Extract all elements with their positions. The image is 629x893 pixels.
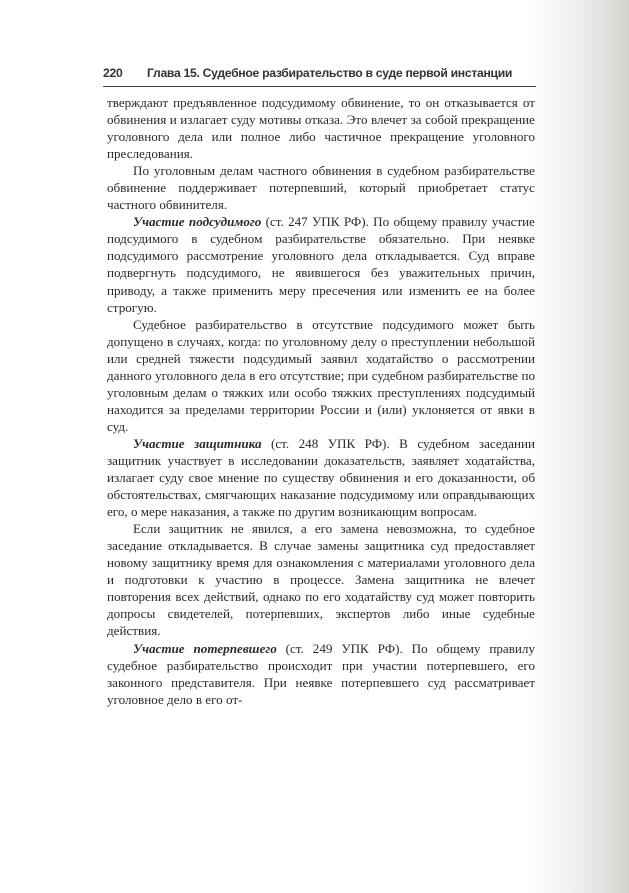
paragraph-4 <box>107 316 535 435</box>
paragraph-text: По уголовным делам частного обвинения в судебном разбирательстве обвинение поддерживает потерпевший, который приобретает статус частного обвинителя. <box>107 163 535 213</box>
section-lead: Участие подсудимого <box>133 214 262 230</box>
chapter-title: Глава 15. Судебное разбирательство в суде первой инстанции <box>147 66 513 80</box>
body-text <box>107 94 535 708</box>
paragraph-2 <box>107 162 535 213</box>
paragraph-text: (ст. 249 УПК РФ). По общему правилу судебное разбирательство происходит при участии потерпевшего, его законного представителя. При неявке потерпевшего суд рассматривает уголовное дело в его от- <box>107 640 536 707</box>
page-number: 220 <box>103 66 123 80</box>
section-lead: Участие потерпевшего <box>133 640 277 656</box>
paragraph-text: (ст. 247 УПК РФ). По общему правилу участие подсудимого в судебном разбирательстве обязательно. При неявке подсудимого рассмотрение уголовного дела откладывается. Суд вправе подвергнуть подсудимого, не явившегося без уважительных причин, приводу, а также применить меру пресечения или изменить ее на более строгую. <box>107 214 535 315</box>
paragraph-3 <box>107 213 535 315</box>
paragraph-5 <box>107 435 535 520</box>
paragraph-6 <box>107 520 535 639</box>
running-header <box>103 66 537 80</box>
paragraph-text: Если защитник не явился, а его замена невозможна, то судебное заседание откладывается. В случае замены защитника суд предоставляет новому защитнику время для ознакомления с материалами уголовного дела и подготовки к участию в процессе. Замена защитника не влечет повторения всех действий, однако по его ходатайству суд может повторить допросы свидетелей, потерпевших, экспертов либо иные судебные действия. <box>107 521 535 639</box>
paragraph-text: тверждают предъявленное подсудимому обвинение, то он отказывается от обвинения и излагает суду мотивы отказа. Это влечет за собой прекращение уголовного дела или полное либо частичное прекращение уголовного преследования. <box>107 95 535 162</box>
paragraph-1 <box>107 94 535 162</box>
section-lead: Участие защитника <box>133 435 262 451</box>
paragraph-text: Судебное разбирательство в отсутствие подсудимого может быть допущено в случаях, когда: по уголовному делу о преступлении небольшой или средней тяжести подсудимый заявил ходатайство о рассмотрении данного уголовного дела в его отсутствие; при судебном разбирательстве по уголовным делам о тяжких или особо тяжких преступлениях подсудимый находится за пределами территории России и (или) уклоняется от явки в суд. <box>107 316 535 434</box>
paragraph-7 <box>107 640 535 708</box>
header-rule <box>103 86 536 87</box>
paragraph-text: (ст. 248 УПК РФ). В судебном заседании защитник участвует в исследовании доказательств, заявляет ходатайства, излагает суду свое мнение по существу обвинения и его доказанности, об обстоятельствах, смягчающих наказание подсудимому или оправдывающих его, о мере наказания, а также по другим возникающим вопросам. <box>107 435 535 520</box>
